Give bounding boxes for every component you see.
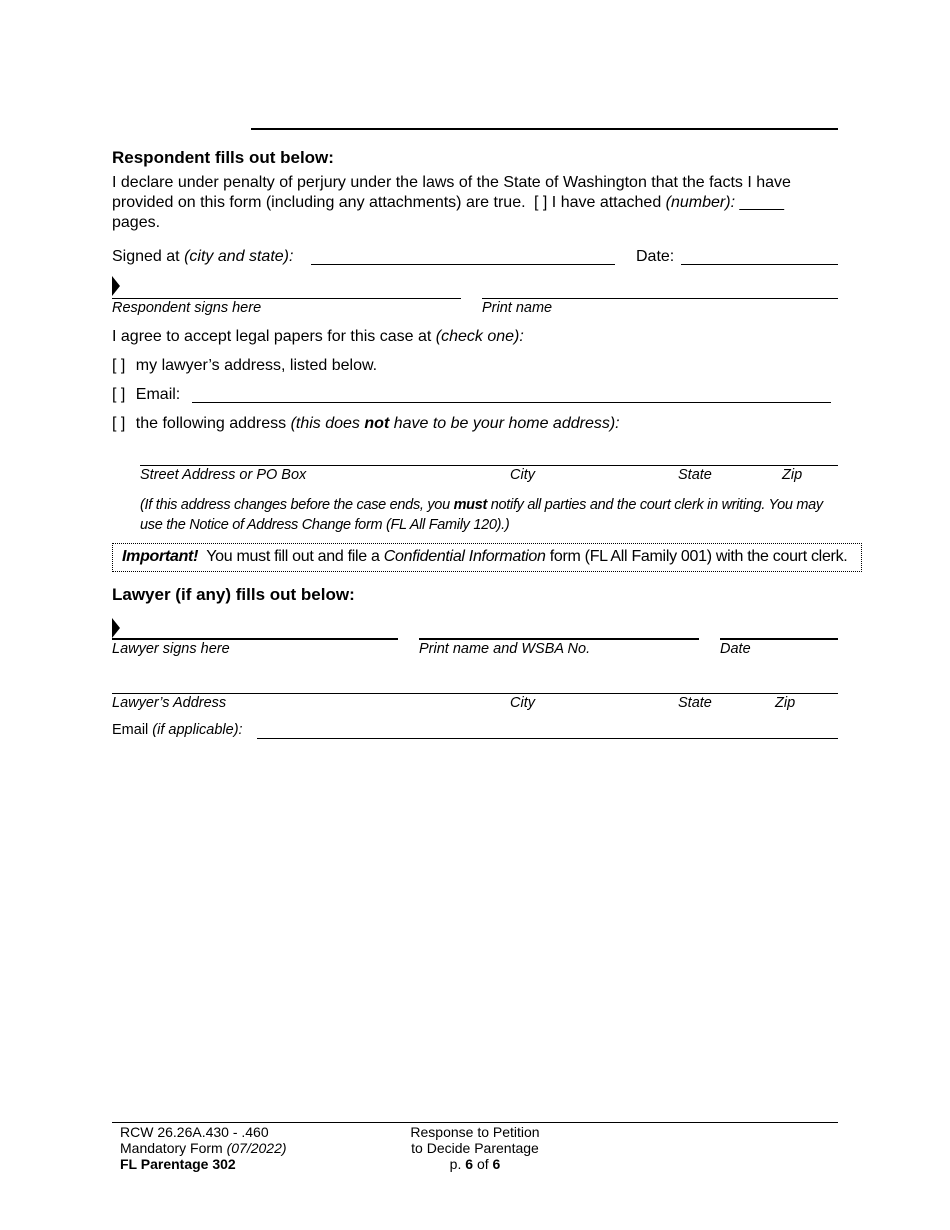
respondent-signs-here-label: Respondent signs here — [112, 300, 262, 316]
option-lawyer-row — [112, 357, 377, 375]
declaration-line-2 — [112, 193, 784, 213]
note-text-1b: notify all parties and the court clerk in writing. You may — [490, 497, 823, 513]
footer-left — [120, 1124, 287, 1172]
address-change-note-2: use the Notice of Address Change form (FL All Family 120).) — [140, 517, 510, 533]
lawyer-signature-field[interactable] — [112, 638, 398, 640]
signed-at-label — [112, 248, 293, 266]
attached-label: I have attached — [551, 194, 662, 211]
respondent-signature-field[interactable] — [112, 298, 461, 299]
lawyer-date-field[interactable] — [720, 638, 838, 640]
note-text-1a: (If this address changes before the case ends, you — [140, 497, 450, 513]
respondent-heading: Respondent fills out below: — [112, 148, 334, 167]
option-address-hint-1: (this does — [290, 415, 360, 432]
footer-page-of: of — [476, 1156, 489, 1172]
declaration-text-1: I declare under penalty of perjury under the laws of the State of Washington that the facts I have — [112, 174, 791, 191]
accept-intro-text: I agree to accept legal papers for this case at — [112, 328, 432, 345]
date-field[interactable] — [681, 264, 838, 265]
lawyer-date-label: Date — [720, 641, 751, 657]
lawyer-sign-arrow-icon — [112, 618, 120, 638]
footer-page-num: 6 — [465, 1156, 474, 1172]
respondent-print-name-field[interactable] — [482, 298, 838, 299]
footer-title-1: Response to Petition — [410, 1124, 540, 1140]
date-label: Date: — [636, 248, 675, 265]
important-form-name: Confidential Information — [383, 548, 546, 565]
lawyer-state-label: State — [678, 695, 712, 711]
accept-intro — [112, 328, 524, 346]
lawyer-email-label — [112, 722, 243, 738]
option-email-checkbox[interactable]: [ ] — [112, 386, 126, 403]
note-must: must — [453, 497, 488, 513]
respondent-print-name-label: Print name — [482, 300, 553, 316]
option-address-row — [112, 415, 620, 433]
address-change-note-1 — [140, 495, 823, 515]
footer-page-total: 6 — [492, 1156, 501, 1172]
lawyer-heading: Lawyer (if any) fills out below: — [112, 585, 355, 604]
footer-rule — [112, 1122, 838, 1123]
option-address-hint-not: not — [364, 415, 390, 432]
option-address-label: the following address — [135, 415, 287, 432]
attached-checkbox[interactable]: [ ] — [534, 194, 548, 211]
lawyer-signs-here-label: Lawyer signs here — [112, 641, 230, 657]
lawyer-email-field[interactable] — [257, 738, 838, 739]
lawyer-print-name-field[interactable] — [419, 638, 699, 640]
declaration-line-1 — [112, 173, 791, 193]
footer-title-2: to Decide Parentage — [411, 1140, 539, 1156]
respondent-address-field[interactable] — [140, 465, 838, 466]
lawyer-email-text: Email — [112, 722, 149, 738]
lawyer-address-label: Lawyer’s Address — [112, 695, 227, 711]
attached-number-field[interactable]: _____ — [739, 194, 784, 211]
lawyer-address-field[interactable] — [112, 693, 838, 694]
footer-mandatory-text: Mandatory Form — [120, 1140, 223, 1156]
important-text-1: You must fill out and file a — [206, 548, 380, 565]
lawyer-email-hint: (if applicable): — [152, 722, 243, 738]
addr-zip-label: Zip — [782, 467, 803, 483]
top-rule — [251, 128, 838, 130]
declaration-text-2: provided on this form (including any attachments) are true. — [112, 194, 526, 211]
important-label: Important! — [122, 548, 199, 565]
addr-state-label: State — [678, 467, 712, 483]
footer-page — [400, 1156, 550, 1172]
signed-at-hint: (city and state): — [184, 248, 294, 265]
signed-at-text: Signed at — [112, 248, 180, 265]
option-address-checkbox[interactable]: [ ] — [112, 415, 126, 432]
footer-mandatory — [120, 1140, 287, 1156]
addr-city-label: City — [510, 467, 535, 483]
lawyer-print-name-label: Print name and WSBA No. — [419, 641, 591, 657]
lawyer-zip-label: Zip — [775, 695, 796, 711]
option-lawyer-label: my lawyer’s address, listed below. — [135, 357, 378, 374]
footer-form-id: FL Parentage 302 — [120, 1156, 236, 1172]
important-notice — [112, 543, 862, 572]
accept-intro-hint: (check one): — [435, 328, 524, 345]
signed-at-field[interactable] — [311, 264, 615, 265]
declaration-line-3: pages. — [112, 214, 161, 231]
option-email-field[interactable] — [192, 402, 831, 403]
footer-mandatory-date: (07/2022) — [226, 1140, 287, 1156]
sign-arrow-icon — [112, 276, 120, 296]
option-address-hint-2: have to be your home address): — [393, 415, 620, 432]
option-lawyer-checkbox[interactable]: [ ] — [112, 357, 126, 374]
addr-street-label: Street Address or PO Box — [140, 467, 307, 483]
footer-page-prefix: p. — [449, 1156, 462, 1172]
footer-rcw: RCW 26.26A.430 - .460 — [120, 1124, 269, 1140]
attached-number-hint: (number): — [665, 194, 736, 211]
option-email-label: Email: — [135, 386, 181, 403]
option-email-row — [112, 386, 180, 404]
footer-center — [400, 1124, 550, 1172]
important-text-2: form (FL All Family 001) with the court clerk. — [549, 548, 848, 565]
lawyer-city-label: City — [510, 695, 535, 711]
